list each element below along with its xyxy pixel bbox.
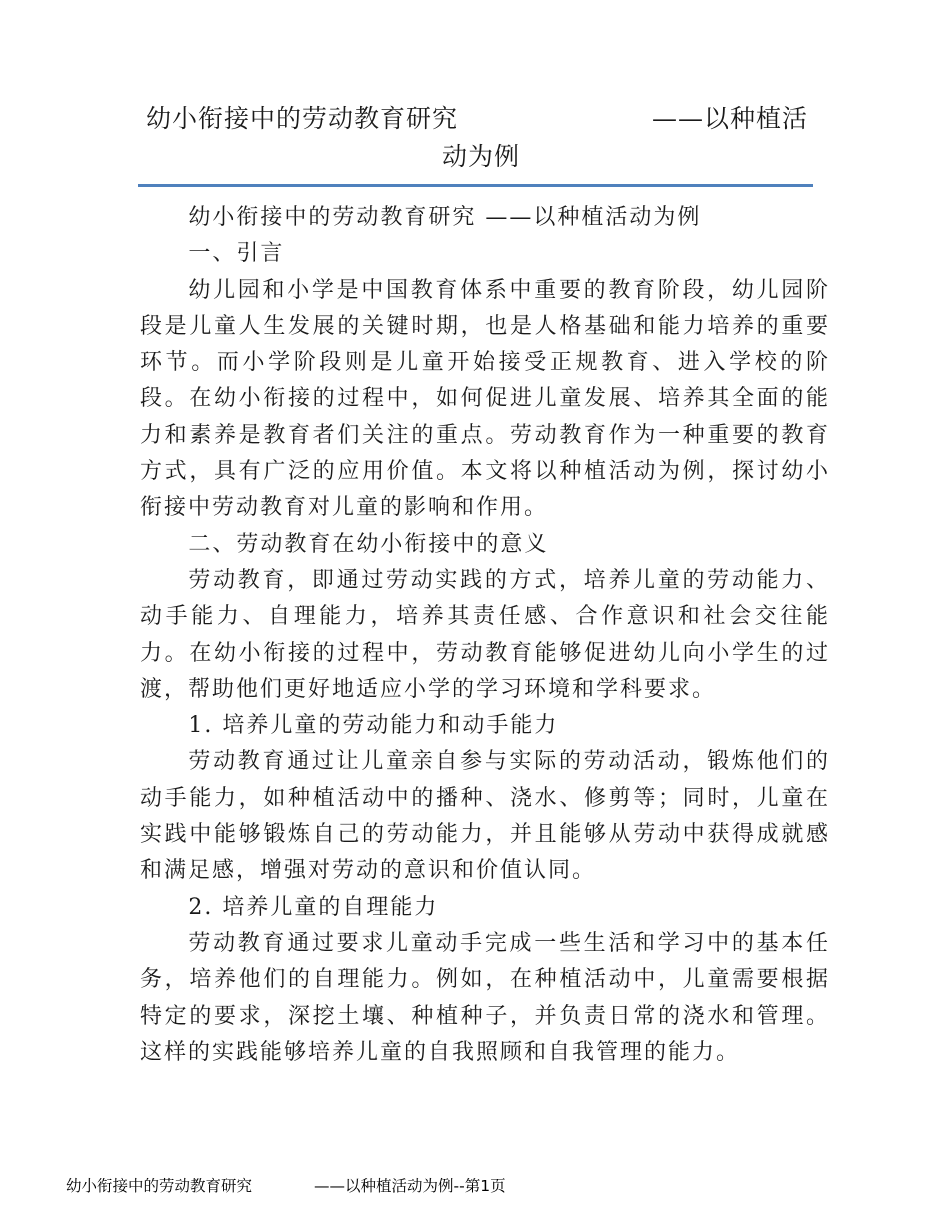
title-line-1 (140, 100, 812, 138)
page-footer (66, 1176, 506, 1196)
subheading-labor-ability: 1. 培养儿童的劳动能力和动手能力 (188, 713, 559, 739)
document-title (140, 100, 812, 176)
paragraph-labor-ability: 劳动教育通过让儿童亲自参与实际的劳动活动，锻炼他们的动手能力，如种植活动中的播种、浇水、修剪等；同时，儿童在实践中能够锻炼自己的劳动能力，并且能够从劳动中获得成就感和满足感，增强对劳动的意识和价值认同。 (140, 749, 830, 884)
paragraph-significance: 劳动教育，即通过劳动实践的方式，培养儿童的劳动能力、动手能力、自理能力，培养其责任感、合作意识和社会交往能力。在幼小衔接的过程中，劳动教育能够促进幼儿向小学生的过渡，帮助他们更好地适应小学的学习环境和学科要求。 (140, 567, 830, 702)
title-subtitle-end: 动为例 (441, 142, 520, 171)
paragraph-self-care: 劳动教育通过要求儿童动手完成一些生活和学习中的基本任务，培养他们的自理能力。例如，在种植活动中，儿童需要根据特定的要求，深挖土壤、种植种子，并负责日常的浇水和管理。这样的实践能够培养儿童的自我照顾和自我管理的能力。 (140, 930, 830, 1065)
title-main: 幼小衔接中的劳动教育研究 (146, 104, 459, 133)
footer-page-label: ——以种植活动为例--第1页 (314, 1177, 506, 1195)
title-divider (138, 184, 813, 187)
title-line-2 (140, 138, 812, 176)
section-heading-introduction: 一、引言 (188, 241, 285, 267)
footer-title: 幼小衔接中的劳动教育研究 (66, 1177, 253, 1195)
body-repeated-title: 幼小衔接中的劳动教育研究 ——以种植活动为例 (188, 205, 702, 230)
section-heading-significance: 二、劳动教育在幼小衔接中的意义 (188, 531, 549, 557)
document-body (140, 200, 830, 1071)
paragraph-introduction: 幼儿园和小学是中国教育体系中重要的教育阶段，幼儿园阶段是儿童人生发展的关键时期，也是人格基础和能力培养的重要环节。而小学阶段则是儿童开始接受正规教育、进入学校的阶段。在幼小衔接的过程中，如何促进儿童发展、培养其全面的能力和素养是教育者们关注的重点。劳动教育作为一种重要的教育方式，具有广泛的应用价值。本文将以种植活动为例，探讨幼小衔接中劳动教育对儿童的影响和作用。 (140, 277, 830, 521)
subheading-self-care: 2. 培养儿童的自理能力 (188, 894, 439, 920)
title-subtitle-start: ——以种植活 (651, 104, 808, 133)
